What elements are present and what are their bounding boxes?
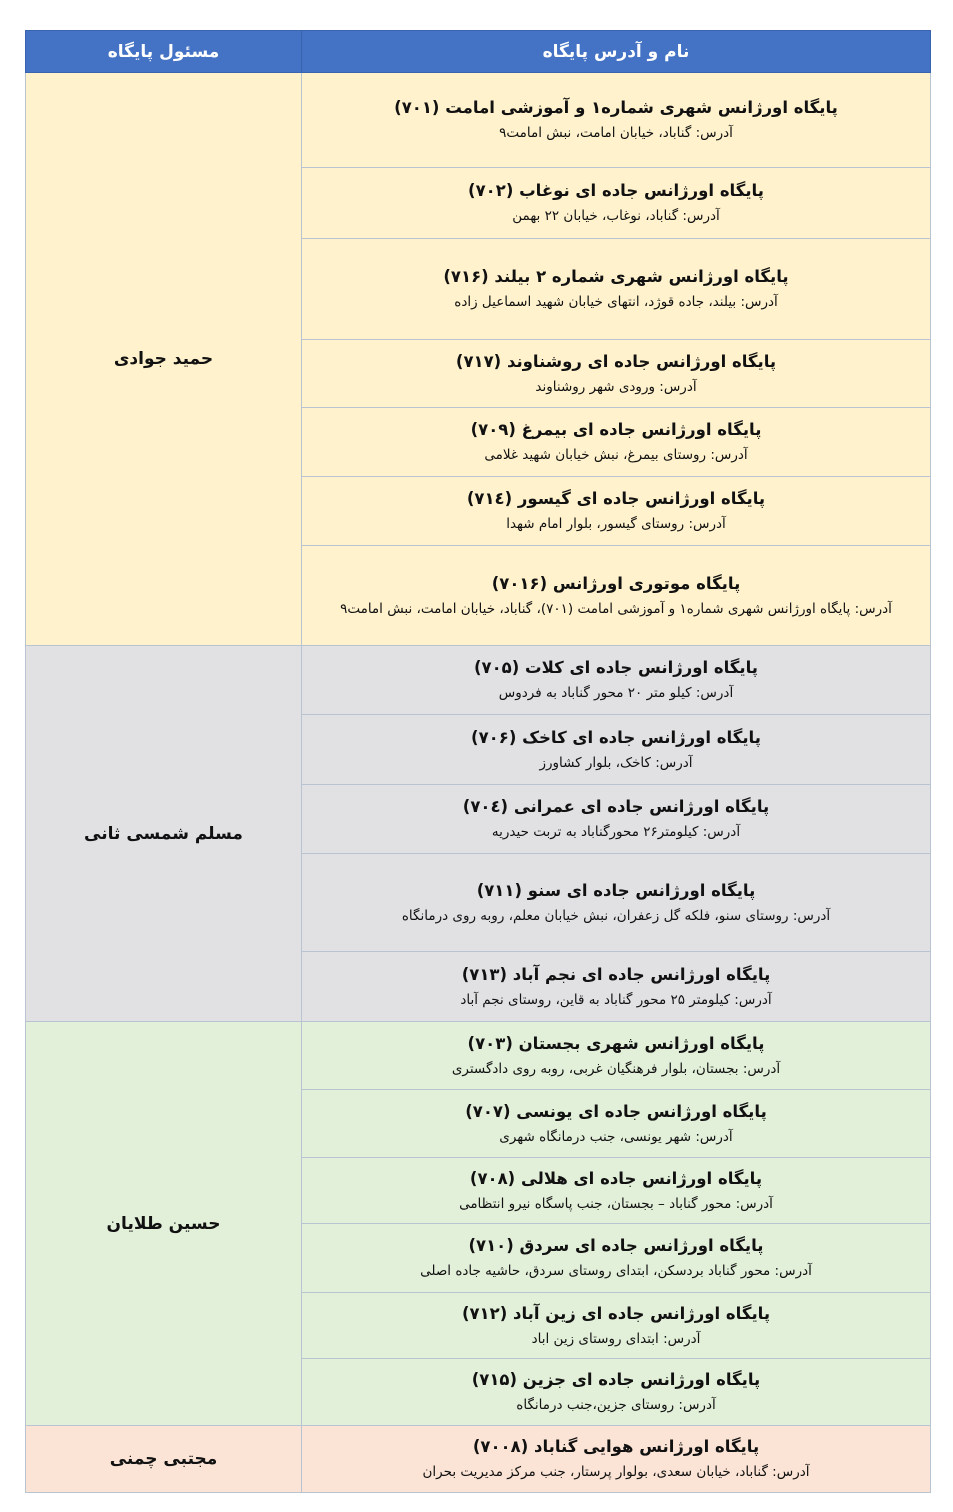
station-name: پایگاه اورژانس جاده ای جزین (۷۱۵) xyxy=(471,1370,761,1389)
header-name-address: نام و آدرس پایگاه xyxy=(302,31,931,73)
station-name: پایگاه اورژانس جاده ای گیسور (۷۱٤) xyxy=(466,489,766,508)
station-name: پایگاه اورژانس شهری شماره۱ و آموزشی امامت (۷۰۱) xyxy=(394,98,838,117)
station-name: پایگاه اورژانس جاده ای سنو (۷۱۱) xyxy=(476,880,756,900)
station-cell xyxy=(302,1293,931,1359)
header-manager: مسئول پایگاه xyxy=(26,31,302,73)
station-address: آدرس: بجستان، بلوار فرهنگیان غربی، روبه روی دادگستری xyxy=(451,1060,781,1077)
header-row xyxy=(26,31,931,73)
station-address: آدرس: پایگاه اورژانس شهری شماره۱ و آموزشی امامت (۷۰۱)، گناباد، خیابان امامت، نبش امامت۹ xyxy=(340,600,892,617)
station-address: آدرس: گناباد، خیابان سعدی، بولوار پرستار، جنب مرکز مدیریت بحران xyxy=(422,1464,810,1480)
station-cell xyxy=(302,715,931,785)
manager-cell: حسین طلایان xyxy=(26,1022,302,1426)
manager-cell: مجتبی چمنی xyxy=(26,1426,302,1493)
station-address: آدرس: ابتدای روستای زین اباد xyxy=(531,1330,701,1347)
station-cell xyxy=(302,1426,931,1493)
station-address: آدرس: محور گناباد – بجستان، جنب پاسگاه نیرو انتظامی xyxy=(459,1195,773,1212)
manager-cell: حمید جوادی xyxy=(26,73,302,646)
station-cell xyxy=(302,952,931,1022)
station-address: آدرس: روستای گیسور، بلوار امام شهدا xyxy=(506,516,726,532)
stations-body xyxy=(26,73,931,1493)
stations-table xyxy=(25,30,931,1493)
station-name: پایگاه اورژانس جاده ای کلات (۷۰۵) xyxy=(473,658,758,677)
station-cell xyxy=(302,785,931,854)
station-name: پایگاه اورژانس جاده ای کاخک (۷۰۶) xyxy=(471,727,761,747)
station-cell xyxy=(302,546,931,646)
station-cell xyxy=(302,1090,931,1158)
station-address: آدرس: روستای جزین،جنب درمانگاه xyxy=(516,1397,716,1413)
station-address: آدرس: کیلومتر ۲۵ محور گناباد به قاین، روستای نجم آباد xyxy=(460,991,772,1008)
station-name: پایگاه اورژانس هوایی گناباد (۷۰۰۸) xyxy=(472,1437,760,1456)
station-cell xyxy=(302,1022,931,1090)
station-name: پایگاه اورژانس جاده ای عمرانی (۷۰٤) xyxy=(462,797,770,816)
station-cell xyxy=(302,168,931,239)
station-address: آدرس: بیلند، جاده قوژد، انتهای خیابان شهید اسماعیل زاده xyxy=(454,294,778,310)
station-address: آدرس: روستای سنو، فلکه گل زعفران، نبش خیابان معلم، روبه روی درمانگاه xyxy=(401,907,831,924)
table-row xyxy=(26,73,931,168)
station-cell xyxy=(302,239,931,340)
station-cell xyxy=(302,1224,931,1293)
station-address: آدرس: روستای بیمرغ، نبش خیابان شهید غلامی xyxy=(484,447,748,463)
station-name: پایگاه اورژانس جاده ای زین آباد (۷۱۲) xyxy=(461,1303,771,1323)
station-cell xyxy=(302,854,931,952)
station-address: آدرس: گناباد، نوغاب، خیابان ۲۲ بهمن xyxy=(512,208,720,224)
station-address: آدرس: گناباد، خیابان امامت، نبش امامت۹ xyxy=(499,125,733,141)
station-name: پایگاه اورژانس جاده ای سردق (۷۱۰) xyxy=(468,1236,764,1255)
station-cell xyxy=(302,477,931,546)
station-name: پایگاه اورژانس جاده ای روشناوند (۷۱۷) xyxy=(455,351,777,371)
station-cell xyxy=(302,340,931,408)
station-cell xyxy=(302,1359,931,1426)
station-address: آدرس: شهر یونسی، جنب درمانگاه شهری xyxy=(499,1128,733,1145)
station-name: پایگاه اورژانس جاده ای یونسی (۷۰۷) xyxy=(465,1101,767,1121)
station-name: پایگاه اورژانس جاده ای هلالی (۷۰۸) xyxy=(469,1168,763,1188)
station-cell xyxy=(302,408,931,477)
station-name: پایگاه اورژانس شهری بجستان (۷۰۳) xyxy=(467,1033,765,1053)
station-address: آدرس: کیلو متر ۲۰ محور گناباد به فردوس xyxy=(498,685,734,701)
manager-cell: مسلم شمسی ثانی xyxy=(26,646,302,1022)
station-cell xyxy=(302,73,931,168)
table-row xyxy=(26,1426,931,1493)
station-address: آدرس: کاخک، بلوار کشاورز xyxy=(539,754,693,771)
station-name: پایگاه اورژانس جاده ای نوغاب (۷۰۲) xyxy=(468,181,764,200)
station-name: پایگاه اورژانس شهری شماره ۲ بیلند (۷۱۶) xyxy=(443,267,789,286)
station-name: پایگاه اورژانس جاده ای بیمرغ (۷۰۹) xyxy=(470,420,762,439)
station-cell xyxy=(302,1158,931,1224)
station-name: پایگاه اورژانس جاده ای نجم آباد (۷۱۳) xyxy=(461,964,771,984)
station-cell xyxy=(302,646,931,715)
station-name: پایگاه موتوری اورژانس (۷۰۱۶) xyxy=(491,573,741,593)
table-row xyxy=(26,646,931,715)
station-address: آدرس: محور گناباد بردسکن، ابتدای روستای سردق، حاشیه جاده اصلی xyxy=(420,1263,812,1279)
station-address: آدرس: کیلومتر۲۶ محورگناباد به تربت حیدریه xyxy=(491,824,741,840)
station-address: آدرس: ورودی شهر روشناوند xyxy=(535,378,697,395)
table-row xyxy=(26,1022,931,1090)
